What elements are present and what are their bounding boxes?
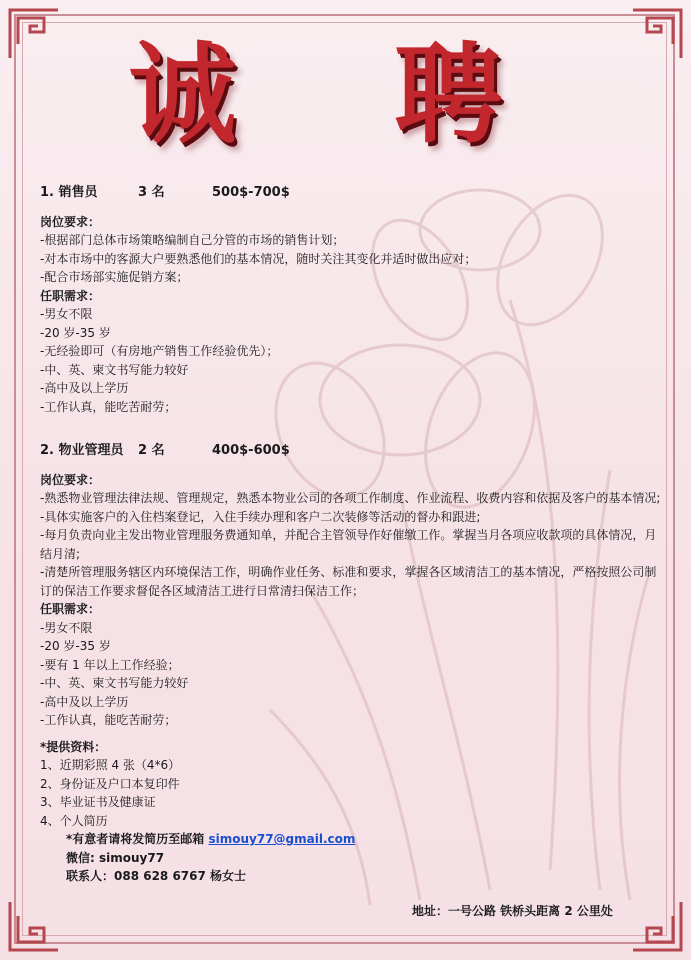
requirements-label: 任职需求： [40, 602, 101, 616]
email-prefix: *有意者请将发简历至邮箱 [66, 832, 205, 846]
requirements-label: 任职需求： [40, 288, 101, 303]
requirement-item: -男女不限 [40, 307, 93, 321]
duty-item: -每月负责向业主发出物业管理服务费通知单，并配合主管领导作好催缴工作。掌握当月各项应收款项的具体情况，月结月清; [40, 528, 657, 561]
document-item: 2、身份证及户口本复印件 [40, 776, 180, 791]
contact-person: 联系人：088 628 6767 杨女士 [66, 869, 247, 883]
duty-item: -根据部门总体市场策略编制自己分管的市场的销售计划； [40, 233, 345, 247]
requirement-item: -无经验即可（有房地产销售工作经验优先）； [40, 344, 279, 358]
requirement-item: -要有 1 年以上工作经验； [40, 657, 180, 672]
address: 地址：一号公路 铁桥头距离 2 公里处 [412, 904, 613, 918]
duties-label: 岗位要求： [40, 214, 101, 229]
requirement-item: -中、英、柬文书写能力较好 [40, 362, 189, 377]
requirement-item: -工作认真，能吃苦耐劳； [40, 399, 177, 414]
requirement-item: -20 岁-35 岁 [40, 325, 111, 340]
document-item: 3、毕业证书及健康证 [40, 795, 156, 809]
requirement-item: -高中及以上学历 [40, 694, 129, 709]
requirement-item: -中、英、柬文书写能力较好 [40, 676, 189, 690]
document-item: 1、近期彩照 4 张（4*6） [40, 758, 181, 772]
duty-item: -对本市场中的客源大户要熟悉他们的基本情况，随时关注其变化并适时做出应对； [40, 251, 477, 266]
duties-label: 岗位要求： [40, 472, 101, 487]
job-name: 2. 物业管理员 [40, 443, 124, 458]
job-header [40, 184, 665, 203]
duty-item: -熟悉物业管理法律法规、管理规定，熟悉本物业公司的各项工作制度、作业流程、收费内容和依据及客户的基本情况; [40, 491, 661, 505]
job-header [40, 442, 665, 461]
duty-item: -清楚所管理服务辖区内环境保洁工作，明确作业任务、标准和要求，掌握各区域清洁工的基本情况，严格按照公司制订的保洁工作要求督促各区域清洁工进行日常清扫保洁工作； [40, 565, 657, 598]
job-salary: 400$-600$ [212, 443, 290, 458]
email-link[interactable]: simouy77@gmail.com [208, 832, 356, 846]
page-title: 诚 聘 [128, 32, 563, 158]
duty-item: -具体实施客户的入住档案登记，入住手续办理和客户二次装修等活动的督办和跟进; [40, 509, 481, 524]
requirement-item: -高中及以上学历 [40, 381, 129, 395]
email-line [40, 830, 665, 849]
job-listings [40, 184, 665, 886]
duty-item: -配合市场部实施促销方案； [40, 270, 189, 284]
job-name: 1. 销售员 [40, 185, 98, 200]
job-salary: 500$-700$ [212, 185, 290, 200]
documents-label: *提供资料： [40, 739, 107, 754]
document-item: 4、个人简历 [40, 813, 108, 828]
corner-ornament-icon [4, 896, 64, 956]
requirement-item: -男女不限 [40, 620, 93, 635]
requirement-item: -工作认真，能吃苦耐劳； [40, 713, 177, 727]
wechat-line: 微信: simouy77 [66, 850, 165, 865]
job-count: 3 名 [138, 185, 165, 200]
requirement-item: -20 岁-35 岁 [40, 639, 111, 653]
job-count: 2 名 [138, 443, 165, 458]
